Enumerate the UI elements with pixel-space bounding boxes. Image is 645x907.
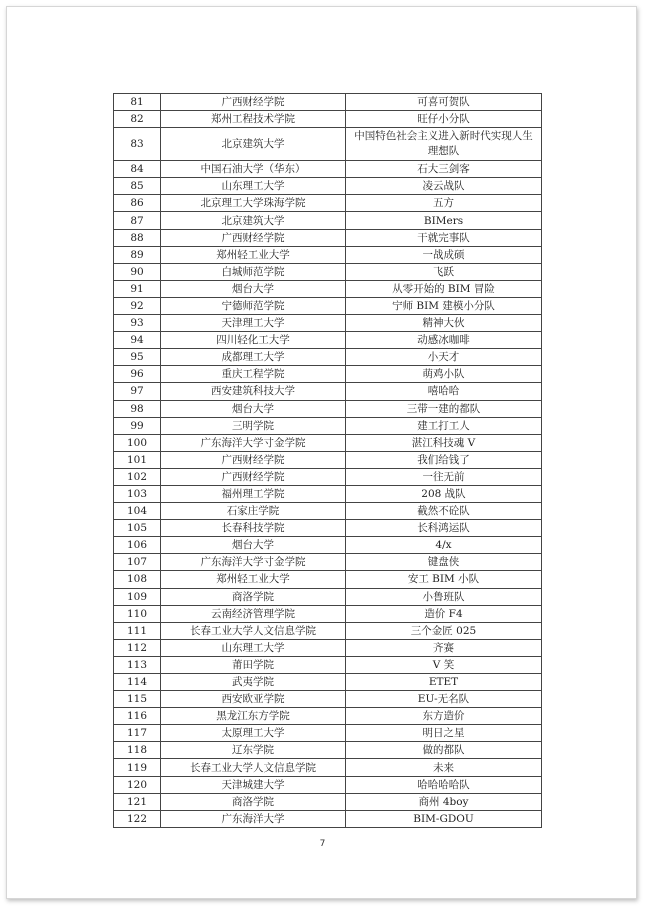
table-row <box>114 622 542 639</box>
row-number: 82 <box>114 111 161 128</box>
table-row <box>114 793 542 810</box>
team-name: 中国特色社会主义进入新时代实现人生理想队 <box>346 128 542 161</box>
school-name: 武夷学院 <box>161 674 346 691</box>
table-row <box>114 263 542 280</box>
table-row <box>114 366 542 383</box>
table-row <box>114 674 542 691</box>
table-row <box>114 554 542 571</box>
team-name: 哈哈哈哈队 <box>346 776 542 793</box>
row-number: 99 <box>114 417 161 434</box>
row-number: 108 <box>114 571 161 588</box>
school-name: 天津理工大学 <box>161 315 346 332</box>
row-number: 102 <box>114 468 161 485</box>
school-name: 天津城建大学 <box>161 776 346 793</box>
table-row <box>114 94 542 111</box>
row-number: 113 <box>114 656 161 673</box>
table-row <box>114 229 542 246</box>
team-name: ETET <box>346 674 542 691</box>
team-name: 湛江科技魂 V <box>346 434 542 451</box>
school-name: 宁德师范学院 <box>161 297 346 314</box>
team-name: 明日之星 <box>346 725 542 742</box>
team-name: 208 战队 <box>346 485 542 502</box>
team-name: 嘻哈哈 <box>346 383 542 400</box>
team-list-table <box>113 93 542 828</box>
team-name: 4/x <box>346 537 542 554</box>
table-row <box>114 195 542 212</box>
team-name: 东方造价 <box>346 708 542 725</box>
school-name: 辽东学院 <box>161 742 346 759</box>
team-name: 三个金匠 025 <box>346 622 542 639</box>
school-name: 长春工业大学人文信息学院 <box>161 622 346 639</box>
team-name: BIMers <box>346 212 542 229</box>
school-name: 郑州轻工业大学 <box>161 571 346 588</box>
school-name: 中国石油大学（华东） <box>161 161 346 178</box>
school-name: 商洛学院 <box>161 793 346 810</box>
table-row <box>114 332 542 349</box>
row-number: 95 <box>114 349 161 366</box>
school-name: 白城师范学院 <box>161 263 346 280</box>
school-name: 云南经济管理学院 <box>161 605 346 622</box>
row-number: 112 <box>114 639 161 656</box>
table-row <box>114 639 542 656</box>
team-name: 一往无前 <box>346 468 542 485</box>
table-row <box>114 383 542 400</box>
school-name: 郑州工程技术学院 <box>161 111 346 128</box>
table-row <box>114 451 542 468</box>
school-name: 广西财经学院 <box>161 468 346 485</box>
team-name: 未来 <box>346 759 542 776</box>
row-number: 104 <box>114 503 161 520</box>
row-number: 101 <box>114 451 161 468</box>
table-row <box>114 246 542 263</box>
team-name: 从零开始的 BIM 冒险 <box>346 280 542 297</box>
row-number: 100 <box>114 434 161 451</box>
row-number: 119 <box>114 759 161 776</box>
school-name: 烟台大学 <box>161 400 346 417</box>
school-name: 广东海洋大学寸金学院 <box>161 554 346 571</box>
team-name: 三带一建的都队 <box>346 400 542 417</box>
table-row <box>114 349 542 366</box>
row-number: 111 <box>114 622 161 639</box>
school-name: 莆田学院 <box>161 656 346 673</box>
team-name: 精神大伙 <box>346 315 542 332</box>
school-name: 广西财经学院 <box>161 451 346 468</box>
row-number: 96 <box>114 366 161 383</box>
row-number: 97 <box>114 383 161 400</box>
row-number: 105 <box>114 520 161 537</box>
table-row <box>114 810 542 827</box>
table-row <box>114 759 542 776</box>
team-name: 小鲁班队 <box>346 588 542 605</box>
row-number: 90 <box>114 263 161 280</box>
school-name: 三明学院 <box>161 417 346 434</box>
table-row <box>114 468 542 485</box>
school-name: 黑龙江东方学院 <box>161 708 346 725</box>
table-row <box>114 212 542 229</box>
row-number: 106 <box>114 537 161 554</box>
school-name: 山东理工大学 <box>161 639 346 656</box>
team-name: 截然不砼队 <box>346 503 542 520</box>
row-number: 83 <box>114 128 161 161</box>
school-name: 福州理工学院 <box>161 485 346 502</box>
row-number: 117 <box>114 725 161 742</box>
team-name: 五方 <box>346 195 542 212</box>
table-row <box>114 400 542 417</box>
page-number: 7 <box>319 839 326 849</box>
team-name: 建工打工人 <box>346 417 542 434</box>
row-number: 88 <box>114 229 161 246</box>
team-name: 可喜可贺队 <box>346 94 542 111</box>
table-row <box>114 111 542 128</box>
school-name: 西安建筑科技大学 <box>161 383 346 400</box>
team-name: V 笑 <box>346 656 542 673</box>
table-row <box>114 161 542 178</box>
team-name: BIM-GDOU <box>346 810 542 827</box>
row-number: 116 <box>114 708 161 725</box>
table-row <box>114 417 542 434</box>
team-list-body <box>114 94 542 828</box>
table-row <box>114 485 542 502</box>
team-name: 石大三剑客 <box>346 161 542 178</box>
table-row <box>114 776 542 793</box>
row-number: 87 <box>114 212 161 229</box>
team-name: 小天才 <box>346 349 542 366</box>
school-name: 西安欧亚学院 <box>161 691 346 708</box>
team-name: 萌鸡小队 <box>346 366 542 383</box>
row-number: 81 <box>114 94 161 111</box>
row-number: 103 <box>114 485 161 502</box>
school-name: 烟台大学 <box>161 537 346 554</box>
table-row <box>114 520 542 537</box>
team-name: 宁师 BIM 建模小分队 <box>346 297 542 314</box>
school-name: 重庆工程学院 <box>161 366 346 383</box>
row-number: 115 <box>114 691 161 708</box>
team-name: 安工 BIM 小队 <box>346 571 542 588</box>
row-number: 110 <box>114 605 161 622</box>
school-name: 成都理工大学 <box>161 349 346 366</box>
team-name: 飞跃 <box>346 263 542 280</box>
row-number: 121 <box>114 793 161 810</box>
row-number: 114 <box>114 674 161 691</box>
table-row <box>114 742 542 759</box>
row-number: 93 <box>114 315 161 332</box>
table-row <box>114 128 542 161</box>
team-name: 凌云战队 <box>346 178 542 195</box>
team-name: 造价 F4 <box>346 605 542 622</box>
team-name: EU-无名队 <box>346 691 542 708</box>
row-number: 94 <box>114 332 161 349</box>
row-number: 98 <box>114 400 161 417</box>
school-name: 广东海洋大学 <box>161 810 346 827</box>
table-row <box>114 656 542 673</box>
row-number: 84 <box>114 161 161 178</box>
school-name: 商洛学院 <box>161 588 346 605</box>
row-number: 122 <box>114 810 161 827</box>
table-row <box>114 691 542 708</box>
table-row <box>114 280 542 297</box>
school-name: 石家庄学院 <box>161 503 346 520</box>
row-number: 92 <box>114 297 161 314</box>
table-row <box>114 297 542 314</box>
school-name: 广西财经学院 <box>161 229 346 246</box>
table-row <box>114 537 542 554</box>
team-name: 做的都队 <box>346 742 542 759</box>
school-name: 烟台大学 <box>161 280 346 297</box>
row-number: 120 <box>114 776 161 793</box>
row-number: 118 <box>114 742 161 759</box>
school-name: 北京建筑大学 <box>161 212 346 229</box>
team-name: 一战成硕 <box>346 246 542 263</box>
team-name: 干就完事队 <box>346 229 542 246</box>
row-number: 107 <box>114 554 161 571</box>
row-number: 89 <box>114 246 161 263</box>
school-name: 山东理工大学 <box>161 178 346 195</box>
table-row <box>114 178 542 195</box>
document-page <box>6 6 637 899</box>
school-name: 广西财经学院 <box>161 94 346 111</box>
team-name: 动感冰咖啡 <box>346 332 542 349</box>
table-row <box>114 315 542 332</box>
table-row <box>114 588 542 605</box>
school-name: 长春工业大学人文信息学院 <box>161 759 346 776</box>
school-name: 北京理工大学珠海学院 <box>161 195 346 212</box>
school-name: 北京建筑大学 <box>161 128 346 161</box>
table-row <box>114 725 542 742</box>
school-name: 太原理工大学 <box>161 725 346 742</box>
school-name: 长春科技学院 <box>161 520 346 537</box>
table-row <box>114 571 542 588</box>
school-name: 广东海洋大学寸金学院 <box>161 434 346 451</box>
team-name: 我们给钱了 <box>346 451 542 468</box>
row-number: 86 <box>114 195 161 212</box>
table-row <box>114 434 542 451</box>
team-name: 长科鸿运队 <box>346 520 542 537</box>
team-name: 旺仔小分队 <box>346 111 542 128</box>
row-number: 85 <box>114 178 161 195</box>
team-name: 键盘侠 <box>346 554 542 571</box>
table-row <box>114 503 542 520</box>
team-name: 齐赛 <box>346 639 542 656</box>
team-name: 商州 4boy <box>346 793 542 810</box>
row-number: 109 <box>114 588 161 605</box>
school-name: 四川轻化工大学 <box>161 332 346 349</box>
row-number: 91 <box>114 280 161 297</box>
table-row <box>114 605 542 622</box>
table-row <box>114 708 542 725</box>
school-name: 郑州轻工业大学 <box>161 246 346 263</box>
